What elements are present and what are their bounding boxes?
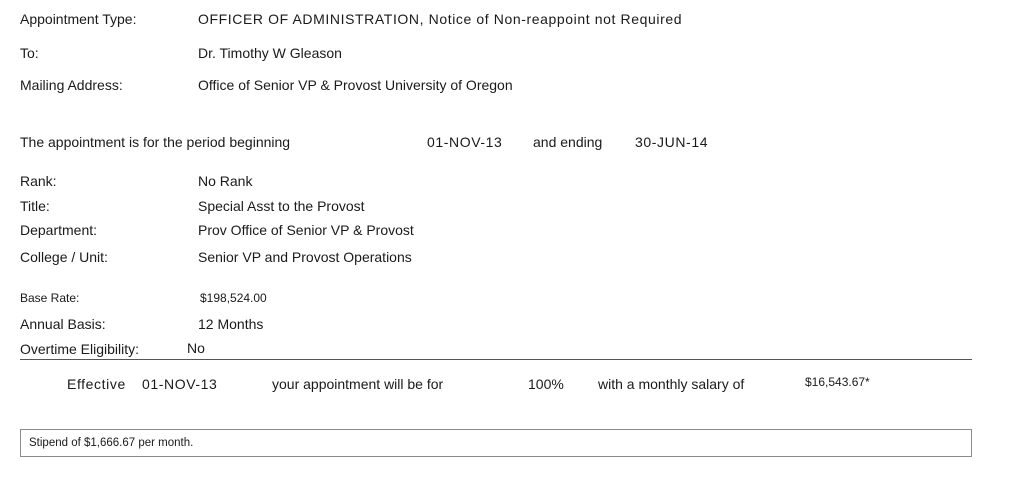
base-rate-value: $198,524.00: [200, 291, 267, 305]
rank-label: Rank:: [20, 173, 57, 189]
base-rate-label: Base Rate:: [20, 291, 80, 305]
overtime-eligibility-label: Overtime Eligibility:: [20, 341, 140, 357]
appointment-percent: 100%: [528, 376, 564, 392]
mailing-address-value: Office of Senior VP & Provost University of Oregon: [198, 77, 513, 93]
monthly-salary-value: $16,543.67*: [805, 375, 870, 389]
mailing-address-label: Mailing Address:: [20, 77, 123, 93]
annual-basis-value: 12 Months: [198, 316, 264, 332]
effective-label: Effective: [67, 376, 126, 392]
annual-basis-label: Annual Basis:: [20, 316, 106, 332]
period-intro: The appointment is for the period beginning: [20, 134, 291, 150]
recipient-name: Dr. Timothy W Gleason: [198, 45, 342, 61]
appointment-type-value: OFFICER OF ADMINISTRATION, Notice of Non-reappoint not Required: [198, 11, 683, 27]
effective-date: 01-NOV-13: [142, 376, 218, 392]
appointment-type-label: Appointment Type:: [20, 11, 137, 27]
rank-value: No Rank: [198, 173, 253, 189]
stipend-box: [20, 429, 972, 457]
title-value: Special Asst to the Provost: [198, 198, 365, 214]
period-and-ending: and ending: [533, 134, 603, 150]
section-divider: [20, 359, 972, 360]
department-value: Prov Office of Senior VP & Provost: [198, 222, 414, 238]
title-label: Title:: [20, 198, 50, 214]
monthly-salary-text: with a monthly salary of: [598, 376, 745, 392]
appointment-percent-text: your appointment will be for: [272, 376, 444, 392]
college-unit-value: Senior VP and Provost Operations: [198, 249, 412, 265]
period-end-date: 30-JUN-14: [635, 134, 709, 150]
department-label: Department:: [20, 222, 98, 238]
stipend-text: Stipend of $1,666.67 per month.: [29, 437, 194, 449]
to-label: To:: [20, 45, 39, 61]
period-start-date: 01-NOV-13: [427, 134, 503, 150]
college-unit-label: College / Unit:: [20, 249, 108, 265]
overtime-eligibility-value: No: [187, 340, 205, 356]
